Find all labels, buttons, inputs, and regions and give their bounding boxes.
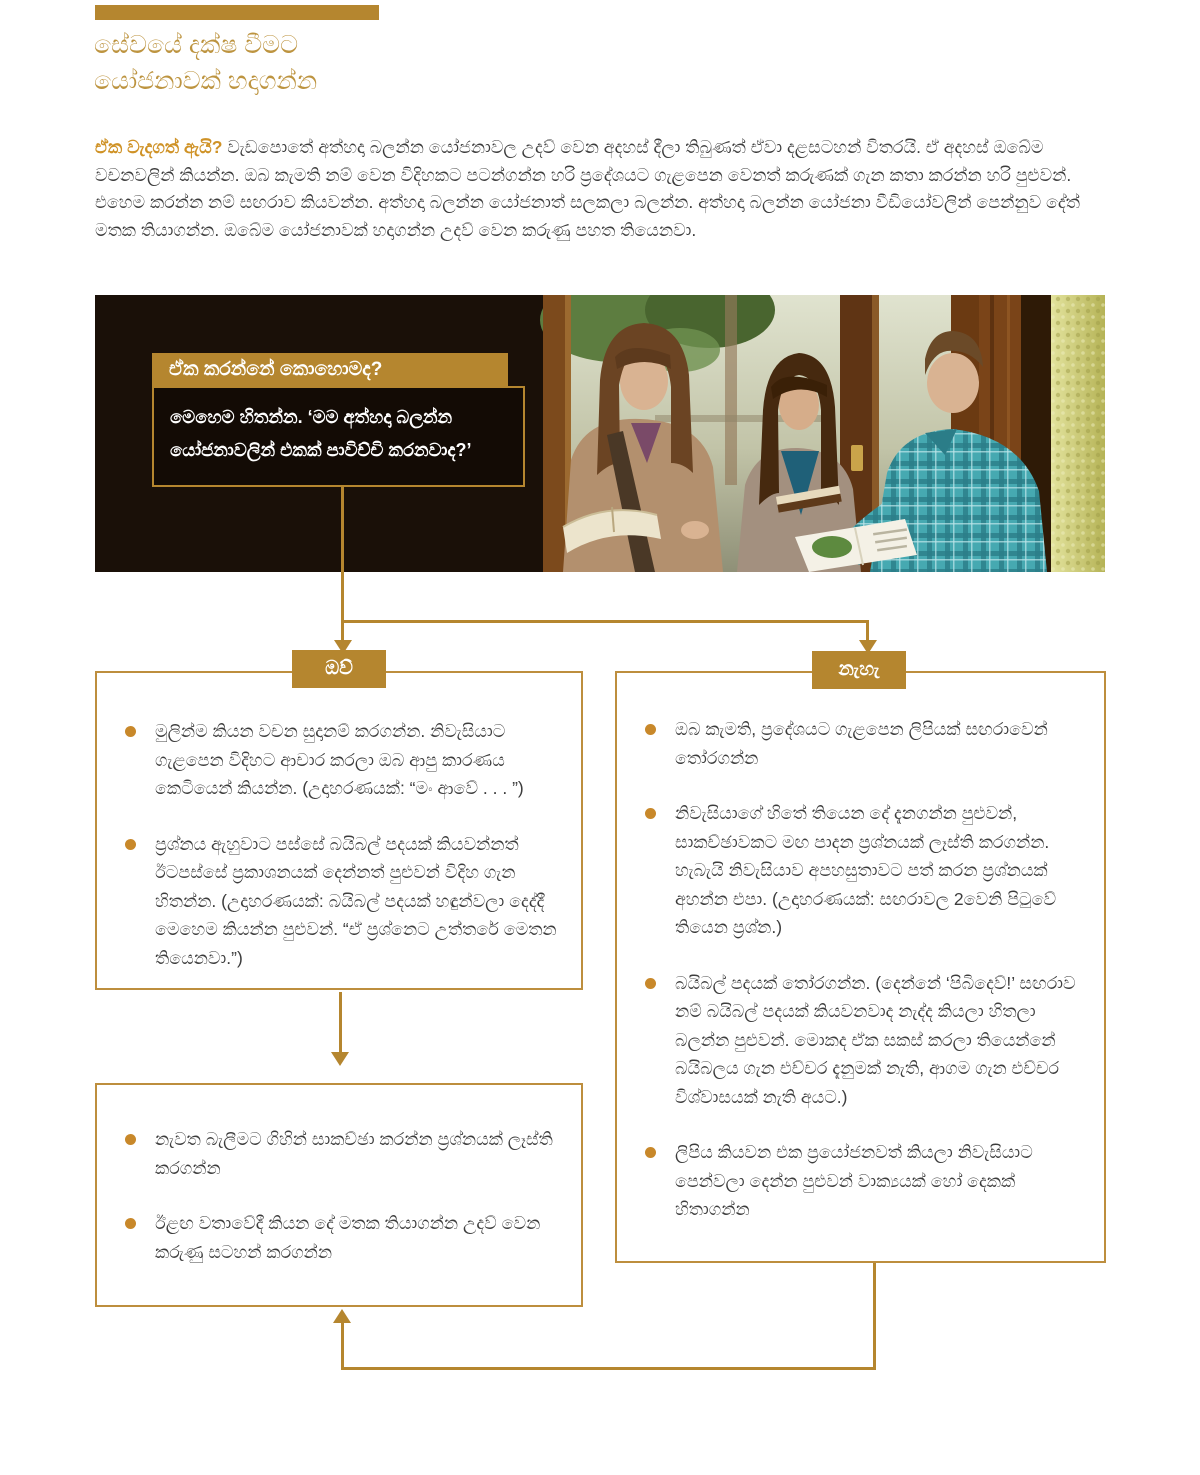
list-item-text: ලිපිය කියවන එක ප්‍රයෝජනවත් කියලා නිවැසියාට පෙන්වලා දෙන්න පුළුවන් වාක්‍යයක් හෝ දෙකක් හිතාගන්න xyxy=(675,1142,1033,1219)
connector-line xyxy=(341,1367,876,1370)
bullet-icon xyxy=(645,1147,656,1158)
bullet-icon xyxy=(125,1134,136,1145)
list-item xyxy=(644,715,1082,772)
bullet-icon xyxy=(125,726,136,737)
list-item-text: ඊළඟ වතාවේදී කියන දේ මතක තියාගන්න උදව් වෙන කරුණු සටහන් කරගන්න xyxy=(155,1213,541,1262)
list-item xyxy=(124,717,557,803)
list-item-text: නැවත බැලීමට ගිහින් සාකච්ඡා කරන්න ප්‍රශ්නයක් ලෑස්ති කරගන්න xyxy=(155,1129,553,1178)
how-to-body: මෙහෙම හිතන්න. ‘මම අත්හදා බලන්න යෝජනාවලින් එකක් පාවිච්චි කරනවාද?’ xyxy=(152,386,525,487)
intro-paragraph xyxy=(95,134,1085,244)
list-item-text: මුලින්ම කියන වචන සුදානම් කරගන්න. නිවැසියාට ගැළපෙන විදිහට ආචාර කරලා ඔබ ආපු කාරණය කෙටියෙන් කියන්න. (උදාහරණයක්: “මං ආවේ . . . ”) xyxy=(155,721,524,798)
no-label: නැහැ xyxy=(812,651,906,689)
list-item-text: බයිබල් පදයක් තෝරගන්න. (දෙන්නේ ‘පිබිදෙව්!’ සඟරාව නම් බයිබල් පදයක් කියවනවාද නැද්ද කියලා හිතලා බලන්න පුළුවන්. මොකද ඒක සකස් කරලා තියෙන්නේ බයිබලය ගැන එච්චර දැනුමක් නැති, ආගම ගැන එච්චර විශ්වාසයක් නැති අයට.) xyxy=(675,972,1076,1107)
yes-box-list xyxy=(124,717,557,972)
followup-box-list xyxy=(124,1125,557,1266)
list-item-text: ඔබ කැමති, ප්‍රදේශයට ගැළපෙන ලිපියක් සඟරාවෙන් තෝරගන්න xyxy=(675,719,1048,768)
list-item-text: නිවැසියාගේ හිතේ තියෙන දේ දැනගන්න පුළුවන්, සාකච්ඡාවකට මඟ පාදන ප්‍රශ්නයක් ලෑස්ති කරගන්න. හැබැයි නිවැසියාව අපහසුතාවට පත් කරන ප්‍රශ්නයක් අහන්න එපා. (උදාහරණයක්: සඟරාවල 2වෙනි පිටුවේ තියෙන ප්‍රශ්න.) xyxy=(675,803,1057,937)
connector-line xyxy=(341,1322,344,1369)
ministry-photo xyxy=(95,295,1105,572)
arrowhead-down-icon xyxy=(331,1052,349,1066)
yes-label: ඔව් xyxy=(292,650,386,688)
how-to-heading: ඒක කරන්නේ කොහොමද? xyxy=(152,353,508,386)
bullet-icon xyxy=(645,724,656,735)
list-item-text: ප්‍රශ්නය ඇහුවාට පස්සේ බයිබල් පදයක් කියවන්නත් ඊටපස්සේ ප්‍රකාශනයක් දෙන්නත් පුළුවන් විදිහ ගැන හිතන්න. (උදාහරණයක්: බයිබල් පදයක් හඳුන්වලා දෙද්දී මෙහෙම කියන්න පුළුවන්. “ඒ ප්‍රශ්නෙට උත්තරේ මෙතන තියෙනවා.”) xyxy=(155,833,557,968)
yes-box xyxy=(95,671,583,990)
list-item xyxy=(644,1138,1082,1224)
intro-text: වැඩපොතේ අත්හදා බලන්න යෝජනාවල උදව් වෙන අදහස් දීලා තිබුණත් ඒවා දළසටහන් විතරයි. ඒ අදහස් ඔබේම වචනවලින් කියන්න. ඔබ කැමති නම් වෙන විදිහකට පටන්ගන්න හරි ප්‍රදේශයට ගැළපෙන වෙනත් කරුණක් ගැන කතා කරන්න හරි පුළුවන්. එහෙම කරන්න නම් සඟරාව කියවන්න. අත්හදා බලන්න යෝජනාත් සලකලා බලන්න. අත්හදා බලන්න යෝජනා වීඩියෝවලින් පෙන්නුව දේත් මතක තියාගන්න. ඔබේම යෝජනාවක් හදාගන්න උදව් වෙන කරුණු පහත තියෙනවා. xyxy=(95,137,1080,240)
no-box xyxy=(615,671,1106,1263)
arrowhead-up-icon xyxy=(333,1309,351,1323)
page-title-line2: යෝජනාවක් හදාගන්න xyxy=(94,67,318,95)
bullet-icon xyxy=(645,808,656,819)
connector-line xyxy=(341,620,869,623)
list-item xyxy=(644,799,1082,942)
connector-line xyxy=(341,620,344,642)
list-item xyxy=(644,969,1082,1112)
bullet-icon xyxy=(125,1218,136,1229)
intro-lead: ඒක වැදගත් ඇයි? xyxy=(95,137,223,157)
connector-line xyxy=(339,992,342,1054)
list-item xyxy=(124,1125,557,1182)
header-accent-bar xyxy=(95,5,379,20)
list-item xyxy=(124,830,557,973)
followup-box xyxy=(95,1083,583,1307)
page-title-line1: සේවයේ දක්ෂ වීමට xyxy=(94,31,299,59)
connector-line xyxy=(866,620,869,642)
how-to-box xyxy=(152,353,525,487)
bullet-icon xyxy=(125,839,136,850)
list-item xyxy=(124,1209,557,1266)
page-title xyxy=(94,27,317,99)
connector-line xyxy=(341,486,344,622)
bullet-icon xyxy=(645,978,656,989)
no-box-list xyxy=(644,715,1082,1224)
connector-line xyxy=(873,1263,876,1370)
